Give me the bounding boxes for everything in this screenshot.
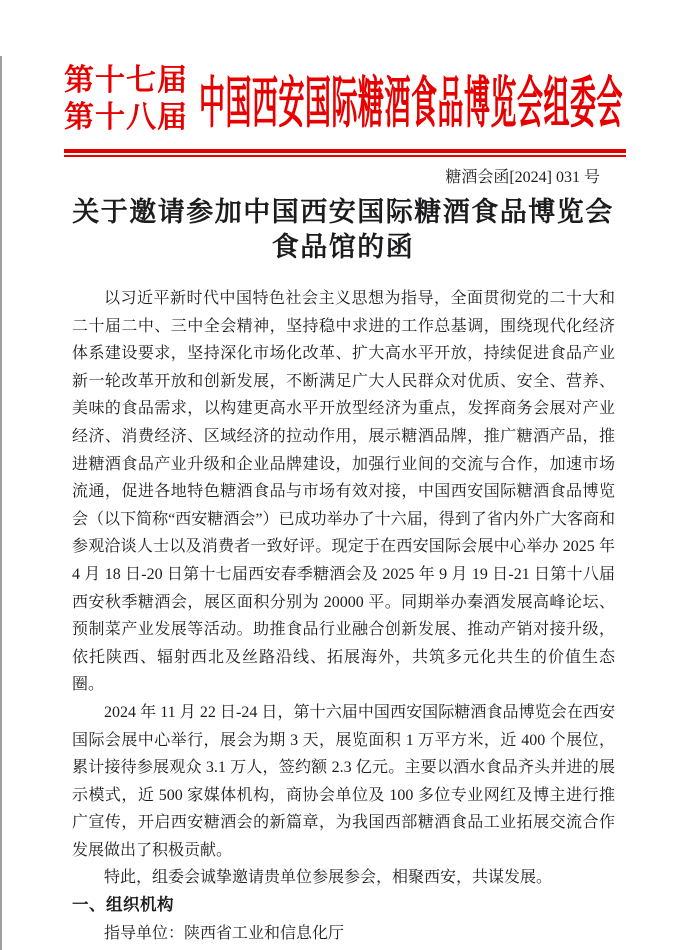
document-title-line2: 食品馆的函 xyxy=(271,232,415,262)
paragraph-invitation: 特此，组委会诚挚邀请贵单位参展参会，相聚西安，共谋发展。 xyxy=(104,869,553,887)
session-line-2: 第十八届 xyxy=(64,101,188,134)
organizer-title: 中国西安国际糖酒食品博览会组委会 xyxy=(198,72,623,135)
document-title-line1: 关于邀请参加中国西安国际糖酒食品博览会 xyxy=(72,197,614,227)
section-heading-organization: 一、组织机构 xyxy=(72,896,174,915)
session-numbers xyxy=(64,62,188,136)
document-page xyxy=(0,56,684,950)
document-number: 糖酒会函[2024] 031 号 xyxy=(445,169,600,186)
organizer-title-wrap xyxy=(194,72,628,135)
document-title xyxy=(32,195,654,265)
document-body xyxy=(72,285,615,947)
session-line-1: 第十七届 xyxy=(64,64,188,97)
guide-unit-line: 指导单位：陕西省工业和信息化厅 xyxy=(104,924,345,942)
paragraph-guiding-ideology: 以习近平新时代中国特色社会主义思想为指导，全面贯彻党的二十大和二十届二中、三中全会精神，坚持稳中求进的工作总基调，围绕现代化经济体系建设要求，坚持深化市场化改革、扩大高水平开放，持续促进食品产业新一轮改革开放和创新发展，不断满足广大人民群众对优质、安全、营养、美味的食品需求，以构建更高水平开放型经济为重点，发挥商务会展对产业经济、消费经济、区域经济的拉动作用，展示糖酒品牌，推广糖酒产品，推进糖酒食品产业升级和企业品牌建设，加强行业间的交流与合作，加速市场流通，促进各地特色糖酒食品与市场有效对接，中国西安国际糖酒食品博览会（以下简称“西安糖酒会”）已成功举办了十六届，得到了省内外广大客商和参观洽谈人士以及消费者一致好评。现定于在西安国际会展中心举办 2025 年 4 月 18 日-20 日第十七届西安春季糖酒会及 2025 年 9 月 19 日-21 日第十八届西安秋季糖酒会，展区面积分别为 20000 平。同期举办秦酒发展高峰论坛、预制菜产业发展等活动。助推食品行业融合创新发展、推动产销对接升级，依托陕西、辐射西北及丝路沿线、拓展海外，共筑多元化共生的价值生态圈。 xyxy=(72,290,615,694)
paragraph-2024-expo-review: 2024 年 11 月 22 日-24 日，第十六届中国西安国际糖酒食品博览会在西安国际会展中心举行，展会为期 3 天，展览面积 1 万平方米，近 400 个展位，累计接待参展观众 3.1 万人，签约额 2.3 亿元。主要以酒水食品齐头并进的展示模式，近 500 家媒体机构，商协会单位及 100 多位专业网红及博主进行推广宣传，开启西安糖酒会的新篇章，为我国西部糖酒食品工业拓展交流合作发展做出了积极贡献。 xyxy=(72,703,615,859)
letterhead xyxy=(64,56,628,142)
letterhead-rule-thin xyxy=(64,155,626,157)
letterhead-rule-thick xyxy=(64,149,626,153)
